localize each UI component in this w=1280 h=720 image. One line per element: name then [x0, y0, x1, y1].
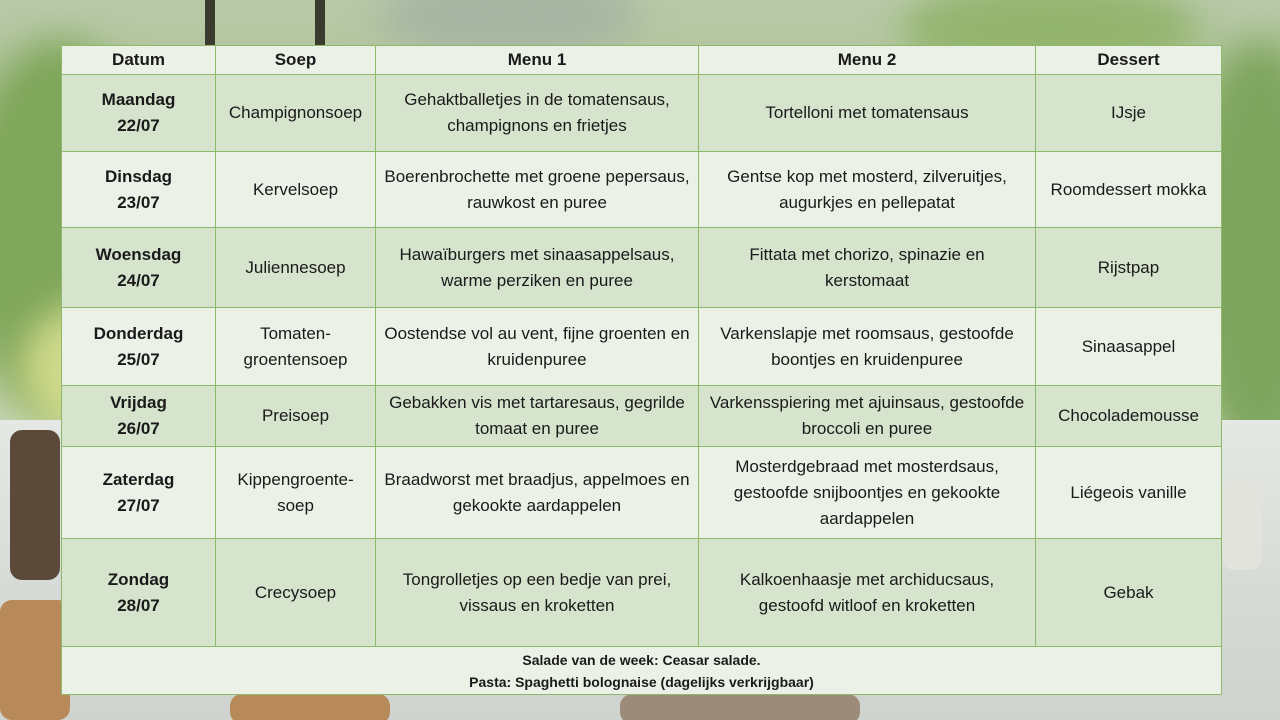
soep-cell: Crecysoep	[216, 539, 376, 647]
header-dessert: Dessert	[1036, 46, 1222, 75]
menu2-cell: Mosterdgebraad met mosterdsaus, gestoofde snijboontjes en gekookte aardappelen	[699, 447, 1036, 539]
menu2-cell: Gentse kop met mosterd, zilveruitjes, augurkjes en pellepatat	[699, 152, 1036, 228]
dessert-cell: Liégeois vanille	[1036, 447, 1222, 539]
dessert-cell: Roomdessert mokka	[1036, 152, 1222, 228]
day-cell: Dinsdag 23/07	[62, 152, 216, 228]
soep-cell: Juliennesoep	[216, 228, 376, 308]
day-cell: Maandag 22/07	[62, 75, 216, 152]
header-menu1: Menu 1	[376, 46, 699, 75]
menu1-cell: Hawaïburgers met sinaasappelsaus, warme perziken en puree	[376, 228, 699, 308]
soep-cell: Kippengroente-soep	[216, 447, 376, 539]
menu1-cell: Braadworst met braadjus, appelmoes en gekookte aardappelen	[376, 447, 699, 539]
menu1-cell: Oostendse vol au vent, fijne groenten en kruidenpuree	[376, 308, 699, 386]
footer-note	[62, 647, 1222, 695]
menu1-cell: Gebakken vis met tartaresaus, gegrilde tomaat en puree	[376, 386, 699, 447]
day-cell: Donderdag 25/07	[62, 308, 216, 386]
dessert-cell: Sinaasappel	[1036, 308, 1222, 386]
header-soep: Soep	[216, 46, 376, 75]
day-cell: Vrijdag 26/07	[62, 386, 216, 447]
table-row	[62, 152, 1222, 228]
table-row	[62, 386, 1222, 447]
dessert-cell: IJsje	[1036, 75, 1222, 152]
menu2-cell: Varkenslapje met roomsaus, gestoofde boontjes en kruidenpuree	[699, 308, 1036, 386]
day-cell: Woensdag 24/07	[62, 228, 216, 308]
header-datum: Datum	[62, 46, 216, 75]
header-row	[62, 46, 1222, 75]
header-menu2: Menu 2	[699, 46, 1036, 75]
pasta-daily: Pasta: Spaghetti bolognaise (dagelijks verkrijgbaar)	[469, 673, 814, 690]
soep-cell: Kervelsoep	[216, 152, 376, 228]
soep-cell: Preisoep	[216, 386, 376, 447]
soep-cell: Champignonsoep	[216, 75, 376, 152]
soep-cell: Tomaten-groentensoep	[216, 308, 376, 386]
menu1-cell: Tongrolletjes op een bedje van prei, vissaus en kroketten	[376, 539, 699, 647]
day-cell: Zaterdag 27/07	[62, 447, 216, 539]
table-row	[62, 75, 1222, 152]
menu2-cell: Varkensspiering met ajuinsaus, gestoofde broccoli en puree	[699, 386, 1036, 447]
dessert-cell: Rijstpap	[1036, 228, 1222, 308]
footer-row	[62, 647, 1222, 695]
salad-of-week: Salade van de week: Ceasar salade.	[522, 651, 761, 668]
table-row	[62, 539, 1222, 647]
dessert-cell: Gebak	[1036, 539, 1222, 647]
weekly-menu-table	[61, 45, 1222, 695]
dessert-cell: Chocolademousse	[1036, 386, 1222, 447]
menu1-cell: Boerenbrochette met groene pepersaus, rauwkost en puree	[376, 152, 699, 228]
menu2-cell: Fittata met chorizo, spinazie en kerstomaat	[699, 228, 1036, 308]
menu1-cell: Gehaktballetjes in de tomatensaus, champignons en frietjes	[376, 75, 699, 152]
day-cell: Zondag 28/07	[62, 539, 216, 647]
menu2-cell: Kalkoenhaasje met archiducsaus, gestoofd witloof en kroketten	[699, 539, 1036, 647]
table-row	[62, 447, 1222, 539]
table-row	[62, 228, 1222, 308]
menu2-cell: Tortelloni met tomatensaus	[699, 75, 1036, 152]
table-row	[62, 308, 1222, 386]
